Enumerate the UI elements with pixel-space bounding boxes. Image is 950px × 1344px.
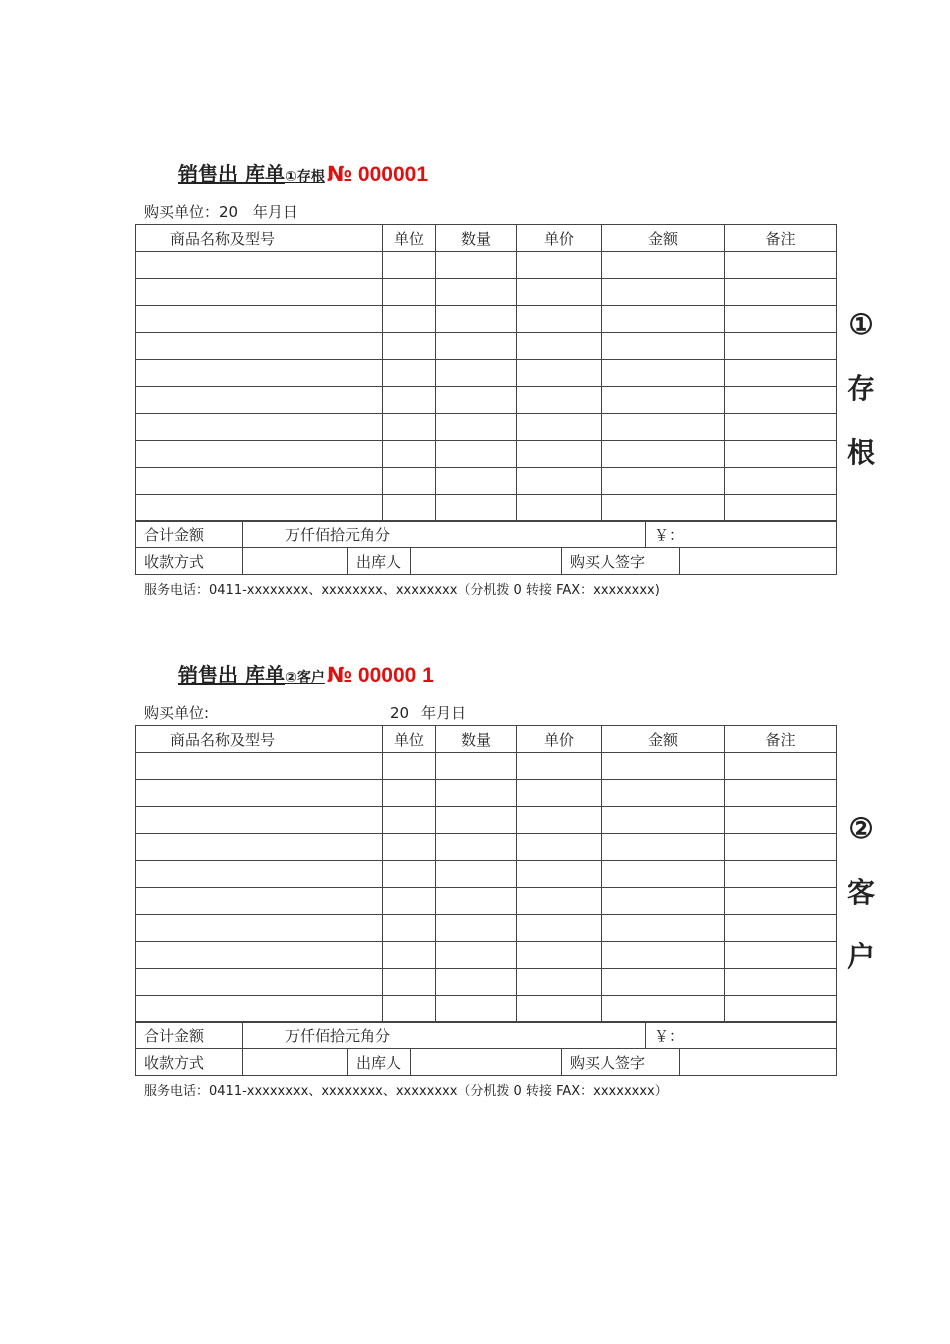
side-char: ① [848,308,874,341]
table-row[interactable] [136,915,837,942]
side-char: 户 [846,940,875,973]
buyer-signature-label: 购买人签字 [562,548,680,575]
side-char: 客 [846,876,875,909]
table-header-row [136,225,837,252]
table-row[interactable] [136,360,837,387]
payment-method-field[interactable] [243,1049,348,1076]
table-row[interactable] [136,942,837,969]
total-row [136,521,837,548]
col-header-amount: 金额 [602,726,725,753]
copy-side-label [846,293,876,485]
outbound-person-field[interactable] [411,548,562,575]
service-phone: 服务电话：0411-xxxxxxxx、xxxxxxxx、xxxxxxxx（分机拨 0 转接 FAX：xxxxxxxx) [144,583,660,598]
side-char: 根 [846,436,875,469]
date-label: 年月日 [252,203,298,221]
buyer-signature-label: 购买人签字 [562,1049,680,1076]
title-main: 销售出 库单 [178,162,285,186]
totals-table [135,520,837,575]
buyer-signature-field[interactable] [680,1049,837,1076]
col-header-product: 商品名称及型号 [136,726,383,753]
number-symbol: № [326,162,353,186]
form-number: 00000 1 [352,664,434,687]
table-row[interactable] [136,468,837,495]
col-header-amount: 金额 [602,225,725,252]
buyer-signature-field[interactable] [680,548,837,575]
table-row[interactable] [136,279,837,306]
items-table [135,224,837,522]
payment-method-label: 收款方式 [136,1049,243,1076]
total-row [136,1022,837,1049]
table-row[interactable] [136,414,837,441]
title-copy-label: ①存根 [284,169,325,185]
table-row[interactable] [136,333,837,360]
buyer-line [144,702,544,723]
form-title [178,659,434,689]
item-rows [136,252,837,522]
col-header-unit-price: 单价 [517,726,602,753]
table-row[interactable] [136,306,837,333]
table-row[interactable] [136,888,837,915]
col-header-quantity: 数量 [436,225,517,252]
outbound-person-field[interactable] [411,1049,562,1076]
form-title [178,158,428,188]
table-row[interactable] [136,861,837,888]
buyer-label: 购买单位：20 [144,203,239,221]
table-row[interactable] [136,807,837,834]
col-header-product: 商品名称及型号 [136,225,383,252]
table-row[interactable] [136,996,837,1023]
title-main: 销售出 库单 [178,663,285,687]
payment-method-label: 收款方式 [136,548,243,575]
total-amount-units[interactable]: 万仟佰拾元角分 [243,1022,646,1049]
buyer-label: 购买单位: [144,704,210,722]
table-row[interactable] [136,834,837,861]
table-row[interactable] [136,753,837,780]
table-row[interactable] [136,252,837,279]
payment-method-field[interactable] [243,548,348,575]
copy-side-label [846,797,876,989]
payment-row [136,548,837,575]
table-header-row [136,726,837,753]
payment-row [136,1049,837,1076]
yen-field[interactable]: ￥： [646,1022,837,1049]
table-row[interactable] [136,387,837,414]
total-amount-units[interactable]: 万仟佰拾元角分 [243,521,646,548]
item-rows [136,753,837,1023]
yen-field[interactable]: ￥： [646,521,837,548]
table-row[interactable] [136,969,837,996]
table-row[interactable] [136,495,837,522]
col-header-unit-price: 单价 [517,225,602,252]
total-amount-label: 合计金额 [136,521,243,548]
service-phone: 服务电话：0411-xxxxxxxx、xxxxxxxx、xxxxxxxx（分机拨 0 转接 FAX：xxxxxxxx） [144,1084,668,1099]
col-header-quantity: 数量 [436,726,517,753]
buyer-line [144,201,298,222]
totals-table [135,1021,837,1076]
date-label: 20 年月日 [390,704,467,722]
col-header-remarks: 备注 [725,225,837,252]
side-char: ② [848,812,874,845]
col-header-unit: 单位 [383,726,436,753]
col-header-unit: 单位 [383,225,436,252]
table-row[interactable] [136,441,837,468]
form-number: 000001 [352,163,429,186]
col-header-remarks: 备注 [725,726,837,753]
outbound-person-label: 出库人 [348,1049,411,1076]
items-table [135,725,837,1023]
outbound-person-label: 出库人 [348,548,411,575]
side-char: 存 [846,372,875,405]
title-copy-label: ②客户 [284,670,325,686]
number-symbol: № [326,663,353,687]
total-amount-label: 合计金额 [136,1022,243,1049]
table-row[interactable] [136,780,837,807]
